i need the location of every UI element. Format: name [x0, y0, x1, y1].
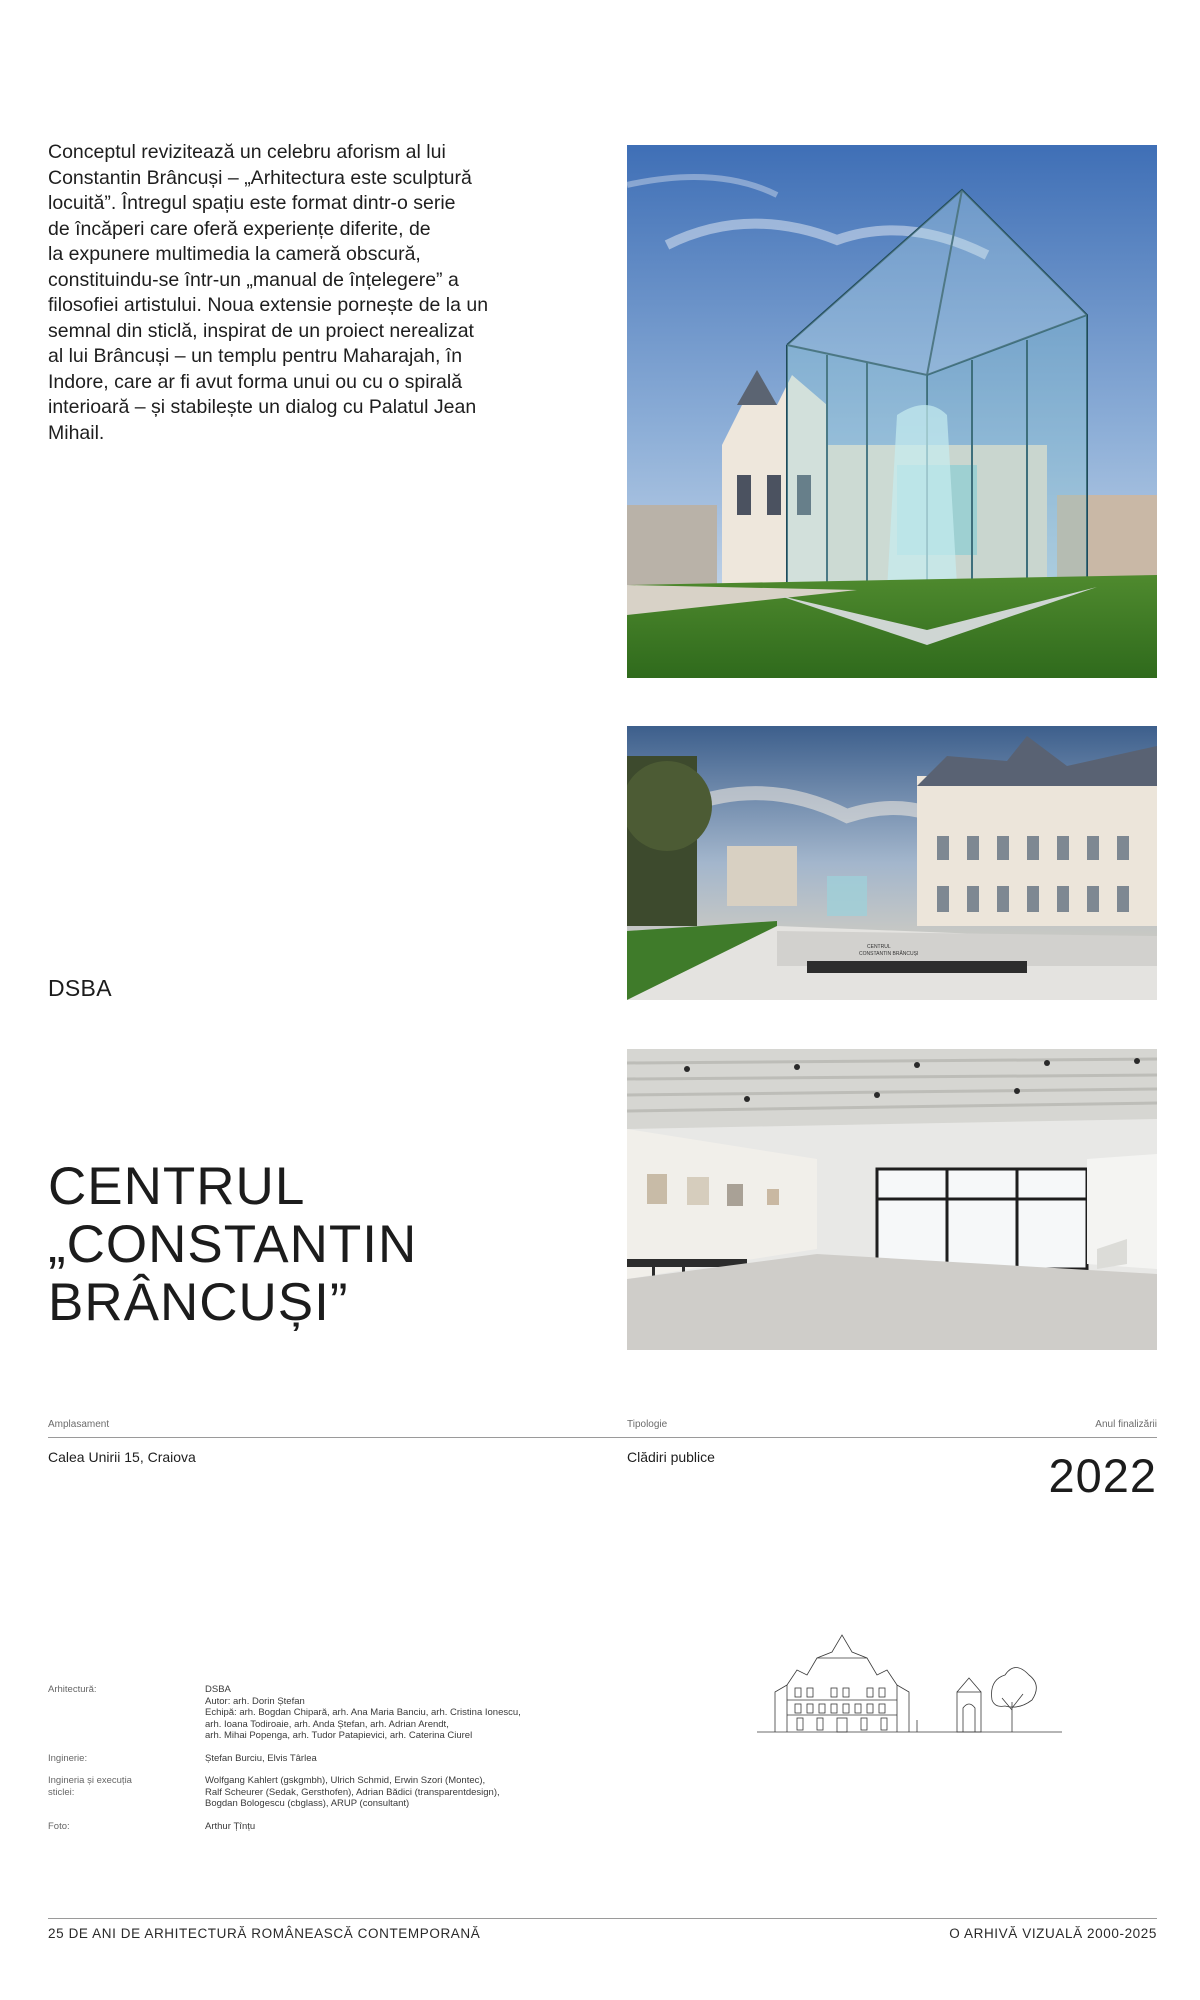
location-label: Amplasament — [48, 1419, 110, 1430]
footer-divider — [48, 1918, 1157, 1919]
credit-glass — [48, 1775, 588, 1810]
footer-archive-title: O ARHIVĂ VIZUALĂ 2000-2025 — [949, 1926, 1157, 1941]
elevation-drawing — [757, 1630, 1062, 1740]
location-value: Calea Unirii 15, Craiova — [48, 1449, 196, 1465]
photo-exterior-palace — [627, 726, 1157, 1000]
intro-line: al lui Brâncuși – un templu pentru Maharajah, în — [48, 345, 463, 367]
credit-label: Arhitectură: — [48, 1684, 97, 1695]
meta-divider — [48, 1437, 1157, 1438]
credit-label: Ingineria și execuția — [48, 1775, 132, 1786]
credit-label: Inginerie: — [48, 1752, 88, 1764]
year-label: Anul finalizării — [1095, 1419, 1157, 1430]
project-title-line: „CONSTANTIN — [48, 1215, 418, 1274]
credit-photo — [48, 1821, 588, 1833]
intro-line: constituindu-se într-un „manual de înțelegere” a — [48, 268, 459, 291]
intro-line: Constantin Brâncuși – „Arhitectura este sculptură — [48, 166, 472, 189]
credit-line: arh. Mihai Popenga, arh. Tudor Patapievici, arh. Caterina Ciurel — [205, 1730, 473, 1741]
project-title-line: BRÂNCUȘI” — [48, 1273, 349, 1332]
credit-line: Autor: arh. Dorin Ștefan — [205, 1695, 305, 1707]
photo-interior-hall — [627, 1049, 1157, 1350]
intro-paragraph — [48, 140, 528, 446]
intro-line: interioară – și stabilește un dialog cu Palatul Jean — [48, 396, 477, 418]
credit-line: arh. Ioana Todiroaie, arh. Anda Ștefan, arh. Adrian Arendt, — [205, 1718, 449, 1730]
credits-block — [48, 1684, 588, 1843]
credit-line: Bogdan Bologescu (cbglass), ARUP (consultant) — [205, 1798, 410, 1809]
credit-line: Wolfgang Kahlert (gskgmbh), Ulrich Schmid, Erwin Szori (Montec), — [205, 1775, 486, 1786]
intro-line: de încăperi care oferă experiențe diferite, de — [48, 217, 431, 240]
sign-text: CENTRUL — [867, 944, 891, 950]
credit-line: Ștefan Burciu, Elvis Târlea — [205, 1752, 317, 1764]
credit-line: Arthur Țînțu — [205, 1820, 256, 1832]
type-label: Tipologie — [627, 1419, 668, 1430]
architect-firm: DSBA — [48, 975, 112, 1001]
credit-engineering — [48, 1753, 588, 1765]
project-title-line: CENTRUL — [48, 1157, 306, 1216]
credit-line: Echipă: arh. Bogdan Chipară, arh. Ana Maria Banciu, arh. Cristina Ionescu, — [205, 1707, 521, 1718]
credit-label: sticlei: — [48, 1786, 75, 1798]
intro-line: filosofiei artistului. Noua extensie pornește de la un — [48, 294, 489, 316]
intro-line: Conceptul revizitează un celebru aforism al lui — [48, 141, 446, 163]
credit-label: Foto: — [48, 1820, 70, 1832]
intro-line: la expunere multimedia la cameră obscură, — [48, 243, 421, 265]
type-value: Clădiri publice — [627, 1449, 715, 1465]
credit-line: DSBA — [205, 1684, 231, 1695]
credit-architecture — [48, 1684, 588, 1742]
year-value: 2022 — [1048, 1449, 1157, 1502]
photo-glass-pavilion — [627, 145, 1157, 678]
sign-text: CONSTANTIN BRÂNCUȘI — [859, 951, 919, 957]
intro-line: semnal din sticlă, inspirat de un proiect nerealizat — [48, 319, 474, 342]
intro-line: locuită”. Întregul spațiu este format dintr-o serie — [48, 192, 456, 214]
intro-line: Indore, care ar fi avut forma unui ou cu o spirală — [48, 370, 463, 393]
credit-line: Ralf Scheurer (Sedak, Gersthofen), Adrian Bădici (transparentdesign), — [205, 1786, 500, 1798]
project-title — [48, 1158, 508, 1332]
intro-line: Mihail. — [48, 421, 105, 444]
footer-series-title: 25 DE ANI DE ARHITECTURĂ ROMÂNEASCĂ CONTEMPORANĂ — [48, 1926, 481, 1941]
